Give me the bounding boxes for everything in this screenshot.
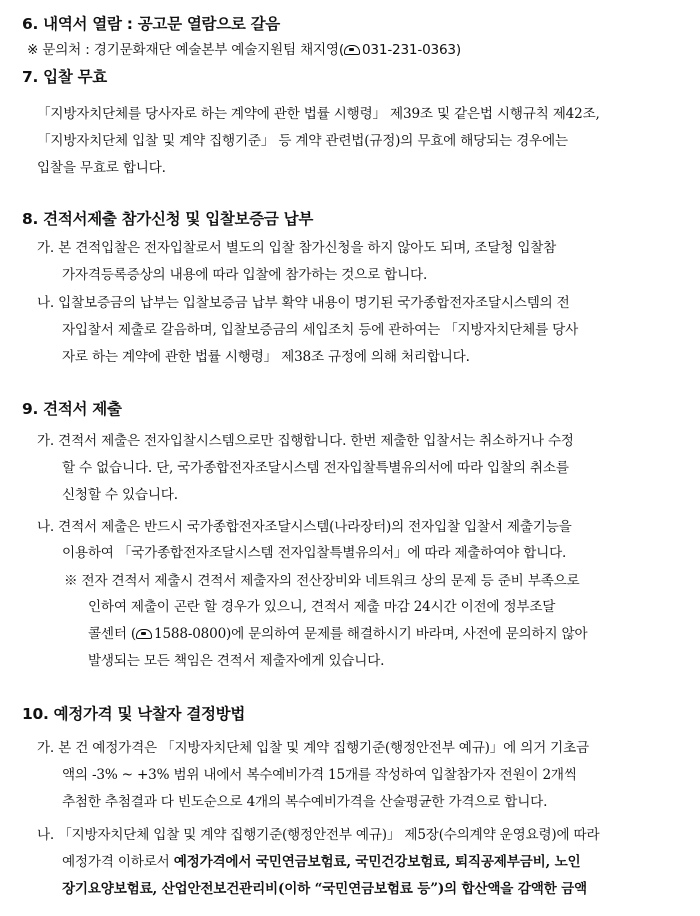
- section-7-text: 「지방자치단체 입찰 및 계약 집행기준」 등 계약 관련법(규정)의 무효에 해당되는 경우에는: [37, 133, 568, 149]
- section-7-heading: 7. 입찰 무효: [22, 68, 107, 86]
- section-7-text: 「지방자치단체를 당사자로 하는 계약에 관한 법률 시행령」 제39조 및 같은법 시행규칙 제42조,: [37, 106, 600, 122]
- section-8-item-b: 자입찰서 제출로 갈음하며, 입찰보증금의 세입조치 등에 관하여는 「지방자치단체를 당사: [62, 322, 579, 338]
- section-9-item-a: 할 수 없습니다. 단, 국가종합전자조달시스템 전자입찰특별유의서에 따라 입찰의 취소를: [62, 460, 569, 476]
- section-8-heading: 8. 견적서제출 참가신청 및 입찰보증금 납부: [22, 210, 313, 228]
- callcenter-label: 콜센터 (: [88, 626, 137, 642]
- section-10-item-b: 나. 「지방자치단체 입찰 및 계약 집행기준(행정안전부 예규)」 제5장(수의계약 운영요령)에 따라: [37, 827, 600, 843]
- section-9-note: ※ 전자 견적서 제출시 견적서 제출자의 전산장비와 네트워크 상의 문제 등 준비 부족으로: [64, 573, 580, 589]
- section-9-heading: 9. 견적서 제출: [22, 400, 122, 418]
- section-10-item-b-plain: 예정가격 이하로서: [62, 854, 174, 870]
- section-6-heading: 6. 내역서 열람 : 공고문 열람으로 갈음: [22, 15, 280, 33]
- section-10-heading: 10. 예정가격 및 낙찰자 결정방법: [22, 705, 246, 723]
- section-10-item-b-bold: 예정가격에서 국민연금보험료, 국민건강보험료, 퇴직공제부금비, 노인: [173, 854, 581, 870]
- section-8-item-a: 가자격등록증상의 내용에 따라 입찰에 참가하는 것으로 합니다.: [62, 267, 428, 283]
- section-7-text: 입찰을 무효로 합니다.: [37, 160, 166, 176]
- section-10-item-a: 가. 본 건 예정가격은 「지방자치단체 입찰 및 계약 집행기준(행정안전부 예규)」에 의거 기초금: [37, 740, 589, 756]
- section-9-item-b: 이용하여 「국가종합전자조달시스템 전자입찰특별유의서」에 따라 제출하여야 합니다.: [62, 545, 567, 561]
- phone-icon: [344, 45, 360, 55]
- section-9-note: 인하여 제출이 곤란 할 경우가 있으니, 견적서 제출 마감 24시간 이전에 정부조달: [88, 599, 556, 615]
- section-9-item-b: 나. 견적서 제출은 반드시 국가종합전자조달시스템(나라장터)의 전자입찰 입찰서 제출기능을: [37, 519, 572, 535]
- contact-line: [27, 40, 461, 60]
- section-8-item-b: 나. 입찰보증금의 납부는 입찰보증금 납부 확약 내용이 명기된 국가종합전자조달시스템의 전: [37, 295, 570, 311]
- contact-label: ※ 문의처 : 경기문화재단 예술본부 예술지원팀 채지영(: [27, 42, 344, 58]
- section-10-item-a: 액의 -3% ~ +3% 범위 내에서 복수예비가격 15개를 작성하여 입찰참가자 전원이 2개씩: [62, 767, 577, 783]
- section-10-item-b: [62, 852, 580, 872]
- section-9-note: 발생되는 모든 책임은 견적서 제출자에게 있습니다.: [88, 653, 385, 669]
- section-8-item-a: 가. 본 견적입찰은 전자입찰로서 별도의 입찰 참가신청을 하지 않아도 되며, 조달청 입찰참: [37, 240, 557, 256]
- section-9-item-a: 신청할 수 있습니다.: [62, 487, 178, 503]
- section-9-note: [88, 624, 587, 644]
- callcenter-text: 1588-0800)에 문의하여 문제를 해결하시기 바라며, 사전에 문의하지 않아: [154, 626, 588, 642]
- section-8-item-b: 자로 하는 계약에 관한 법률 시행령」 제38조 규정에 의해 처리합니다.: [62, 349, 470, 365]
- phone-icon: [136, 629, 152, 639]
- section-10-item-a: 추첨한 추첨결과 다 빈도순으로 4개의 복수예비가격을 산술평균한 가격으로 합니다.: [62, 794, 548, 810]
- section-10-item-b-bold: 장기요양보험료, 산업안전보건관리비(이하 “국민연금보험료 등”)의 합산액을 감액한 금액: [62, 881, 587, 897]
- section-9-item-a: 가. 견적서 제출은 전자입찰시스템으로만 집행합니다. 한번 제출한 입찰서는 취소하거나 수정: [37, 433, 574, 449]
- contact-phone: 031-231-0363): [361, 42, 461, 58]
